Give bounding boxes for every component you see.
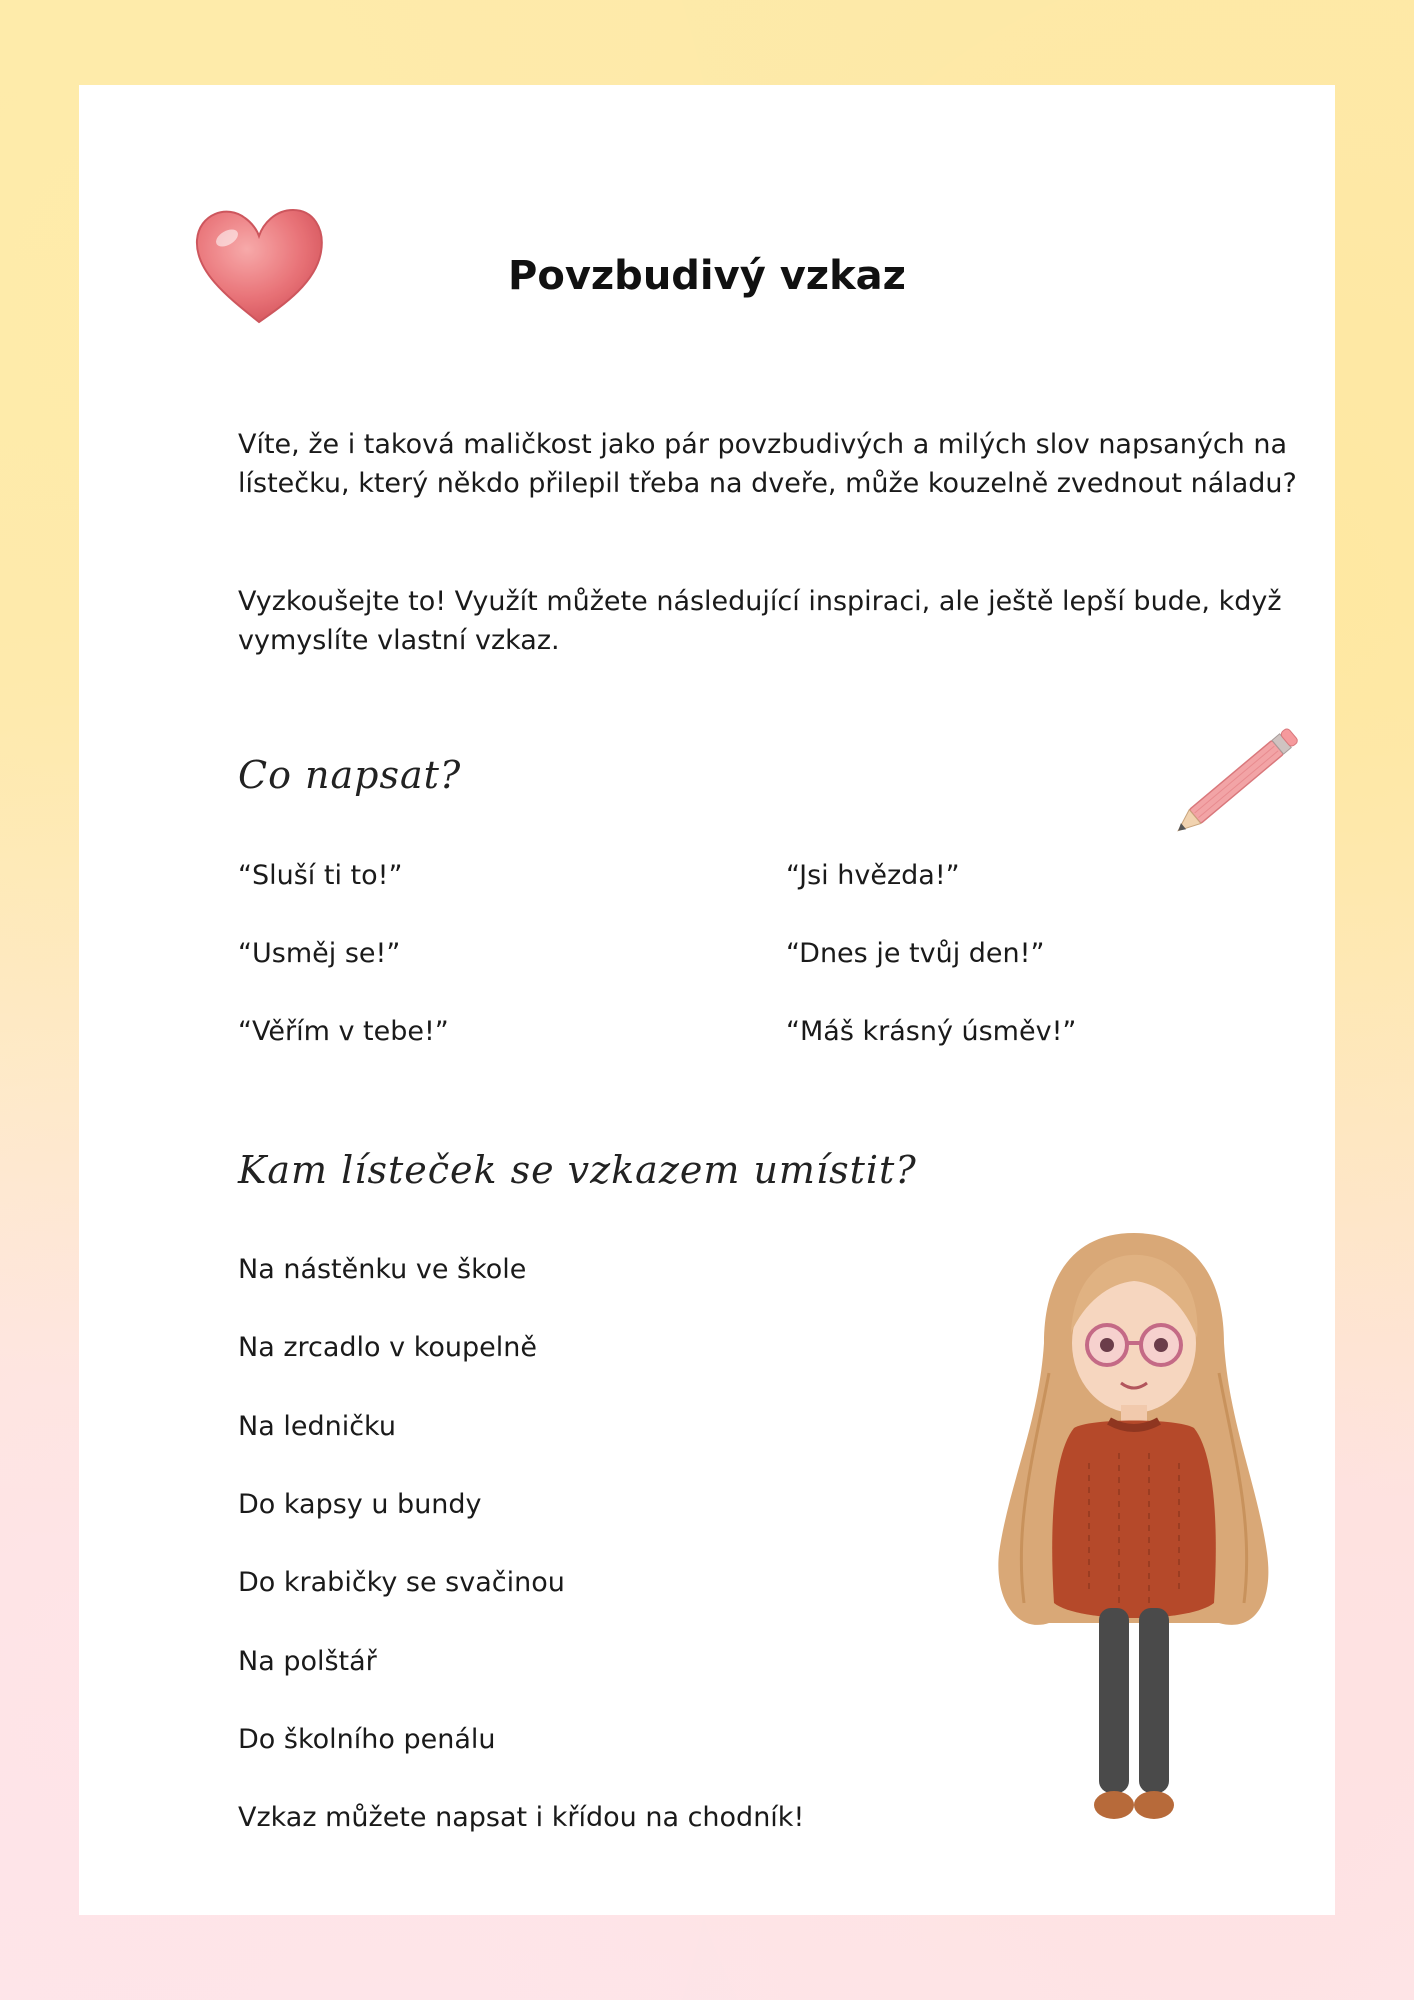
phrase-item: “Věřím v tebe!”: [238, 1016, 449, 1047]
pencil-icon: [1169, 713, 1314, 843]
phrase-item: “Máš krásný úsměv!”: [786, 1016, 1077, 1047]
where-to-place-heading: Kam lísteček se vzkazem umístit?: [238, 1148, 917, 1192]
page-title: Povzbudivý vzkaz: [508, 253, 906, 299]
phrase-item: “Jsi hvězda!”: [786, 860, 960, 891]
place-item: Do krabičky se svačinou: [238, 1567, 565, 1598]
intro-paragraph-1: Víte, že i taková maličkost jako pár povzbudivých a milých slov napsaných na lístečku, který někdo přilepil třeba na dveře, může kouzelně zvednout náladu?: [238, 429, 1297, 499]
phrase-item: “Dnes je tvůj den!”: [786, 938, 1045, 969]
phrase-item: “Usměj se!”: [238, 938, 401, 969]
intro-paragraph-2: Vyzkoušejte to! Využít můžete následující inspiraci, ale ještě lepší bude, když vymyslíte vlastní vzkaz.: [238, 586, 1282, 656]
place-item: Na ledničku: [238, 1411, 396, 1442]
place-item: Na nástěnku ve škole: [238, 1254, 527, 1285]
worksheet-page: [79, 85, 1335, 1915]
phrase-item: “Sluší ti to!”: [238, 860, 403, 891]
place-item: Vzkaz můžete napsat i křídou na chodník!: [238, 1802, 805, 1833]
place-item: Do školního penálu: [238, 1724, 496, 1755]
place-item: Na zrcadlo v koupelně: [238, 1332, 537, 1363]
girl-illustration: [989, 1223, 1279, 1843]
place-item: Do kapsy u bundy: [238, 1489, 482, 1520]
place-item: Na polštář: [238, 1646, 377, 1677]
what-to-write-heading: Co napsat?: [238, 753, 462, 797]
